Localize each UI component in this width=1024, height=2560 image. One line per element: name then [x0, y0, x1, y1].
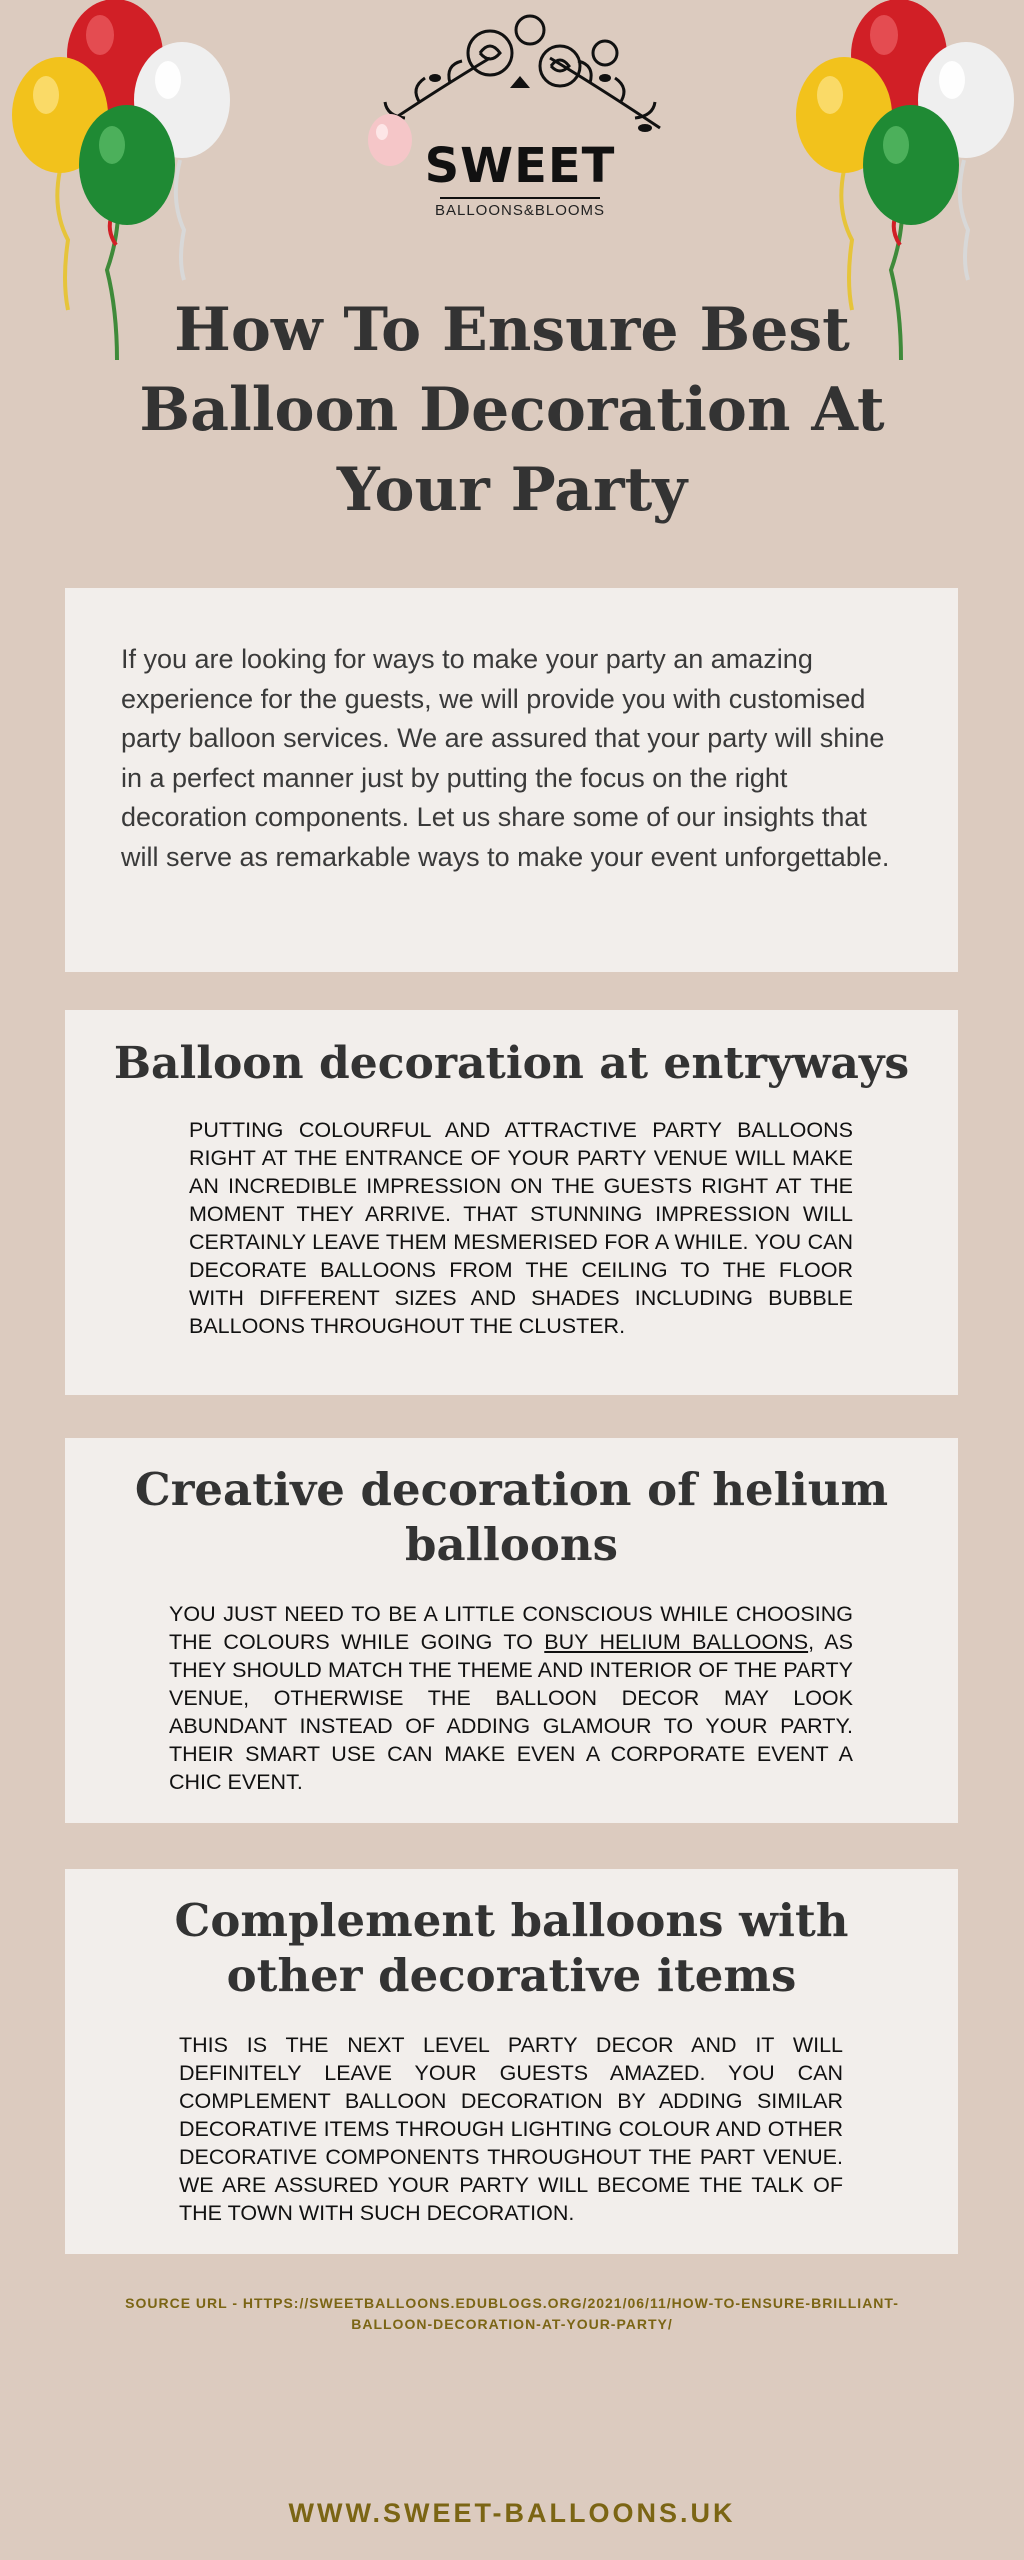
section-heading: Complement balloons with other decorative items [174, 1894, 849, 2002]
page-title: How To Ensure Best Balloon Decoration At Your Party [139, 295, 885, 525]
intro-text: If you are looking for ways to make your party an amazing experience for the guests, we will provide you with customised party balloon services. We are assured that your party will shine in a perfect manner just by putting the focus on the right decoration components. Let us share some of our insights that will serve as remarkable ways to make your event unforgettable. [121, 644, 890, 872]
buy-helium-balloons-link[interactable]: BUY HELIUM BALLOONS [544, 1630, 809, 1654]
website-url: WWW.SWEET-BALLOONS.UK [288, 2498, 736, 2528]
section-complement [65, 1869, 958, 2254]
section-body-start: YOU JUST NEED TO BE A LITTLE CONSCIOUS WHILE CHOOSING THE COLOURS WHILE GOING TO [169, 1602, 853, 1654]
section-body: THIS IS THE NEXT LEVEL PARTY DECOR AND IT WILL DEFINITELY LEAVE YOUR GUESTS AMAZED. YOU CAN COMPLEMENT BALLOON DECORATION BY ADDING SIMILAR DECORATIVE ITEMS THROUGH LIGHTING COLOUR AND OTHER DECORATIVE COMPONENTS THROUGHOUT THE PART VENUE. WE ARE ASSURED YOUR PARTY WILL BECOME THE TALK OF THE TOWN WITH SUCH DECORATION. [179, 2033, 843, 2225]
section-heading: Creative decoration of helium balloons [134, 1463, 889, 1571]
source-url: SOURCE URL - HTTPS://SWEETBALLOONS.EDUBLOGS.ORG/2021/06/11/HOW-TO-ENSURE-BRILLIANT-BALLOON-DECORATION-AT-YOUR-PARTY/ [125, 2295, 899, 2332]
section-heading: Balloon decoration at entryways [113, 1038, 910, 1089]
intro-card [65, 588, 958, 972]
section-body-end: , AS THEY SHOULD MATCH THE THEME AND INTERIOR OF THE PARTY VENUE, OTHERWISE THE BALLOON DECOR MAY LOOK ABUNDANT INSTEAD OF ADDING GLAMOUR TO YOUR PARTY. THEIR SMART USE CAN MAKE EVEN A CORPORATE EVENT A CHIC EVENT. [169, 1630, 853, 1794]
section-body: PUTTING COLOURFUL AND ATTRACTIVE PARTY BALLOONS RIGHT AT THE ENTRANCE OF YOUR PARTY VENUE WILL MAKE AN INCREDIBLE IMPRESSION ON THE GUESTS RIGHT AT THE MOMENT THEY ARRIVE. THAT STUNNING IMPRESSION WILL CERTAINLY LEAVE THEM MESMERISED FOR A WHILE. YOU CAN DECORATE BALLOONS FROM THE CEILING TO THE FLOOR WITH DIFFERENT SIZES AND SHADES INCLUDING BUBBLE BALLOONS THROUGHOUT THE CLUSTER. [189, 1118, 853, 1338]
logo-wordmark: SWEET [424, 138, 616, 194]
section-helium [65, 1438, 958, 1823]
section-entryways [65, 1010, 958, 1395]
logo-tagline: BALLOONS&BLOOMS [434, 202, 606, 219]
section-body [169, 1600, 853, 1796]
